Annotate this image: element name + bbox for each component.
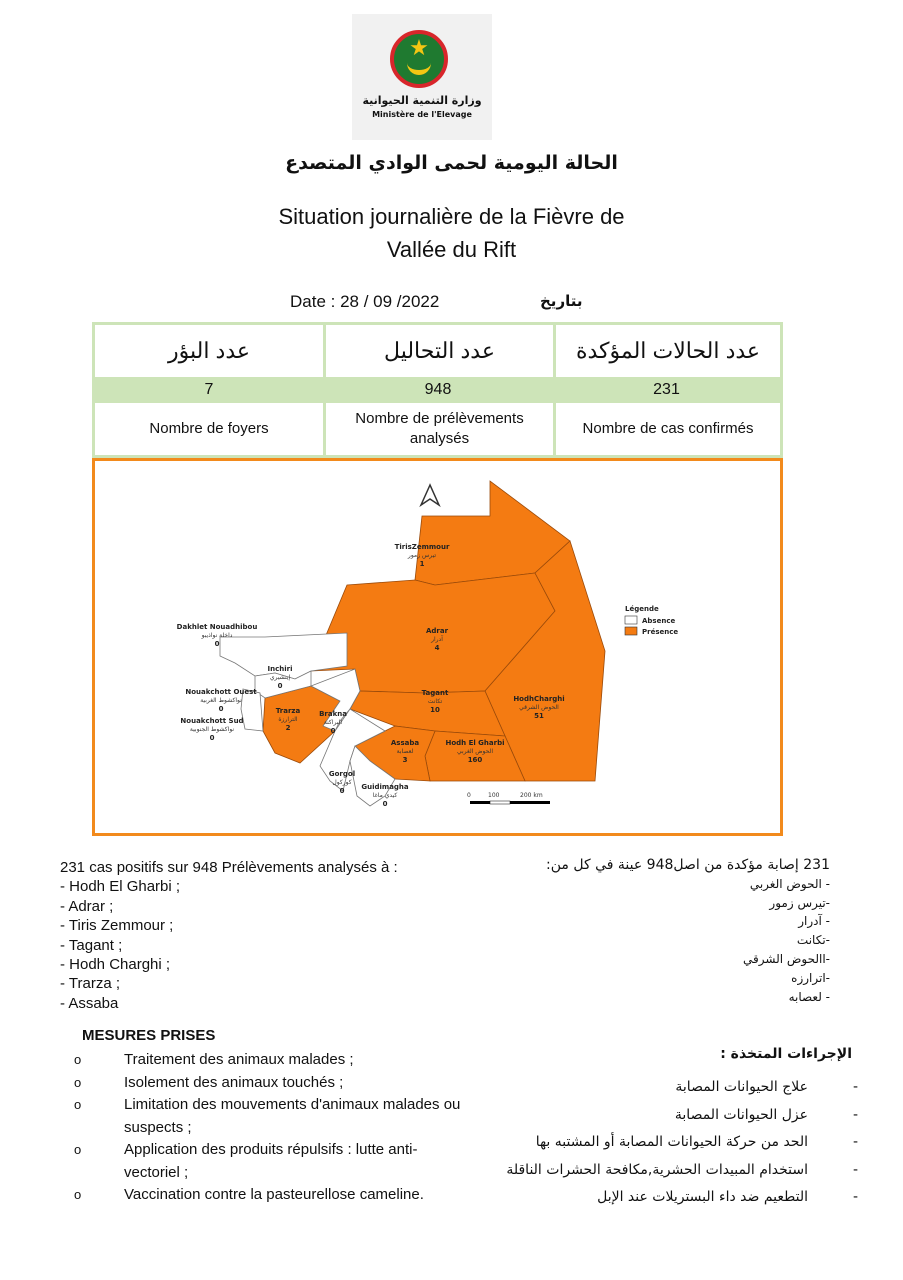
cases-fr-item: - Hodh Charghi ; bbox=[60, 956, 171, 974]
region-count-nouakchottouest: 0 bbox=[218, 705, 224, 713]
region-count-tagant: 10 bbox=[430, 706, 440, 714]
measure-ar-item bbox=[470, 1102, 860, 1130]
measure-ar-item bbox=[470, 1184, 860, 1212]
measure-fr-item bbox=[72, 1139, 472, 1184]
legend-presence-label: Présence bbox=[642, 628, 679, 636]
cases-fr-item: - Trarza ; bbox=[60, 975, 121, 993]
stat-header-prelevements-ar: عدد التحاليل bbox=[323, 325, 553, 377]
region-label-ar-hodhcharghi: الحوض الشرقي bbox=[519, 704, 559, 711]
cases-ar-item: -تيرس زمور bbox=[769, 895, 830, 910]
region-count-inchiri: 0 bbox=[277, 682, 283, 690]
scale-tick-200: 200 km bbox=[520, 792, 543, 799]
dash-icon: - bbox=[852, 1189, 858, 1205]
dash-icon: - bbox=[852, 1134, 858, 1150]
bullet-icon: o bbox=[74, 1052, 82, 1067]
measure-ar-text: الحد من حركة الحيوانات المصابة أو المشتبه بها bbox=[535, 1134, 808, 1150]
cases-ar-item: -اترارزه bbox=[791, 970, 830, 985]
measures-fr-title: MESURES PRISES bbox=[82, 1027, 216, 1044]
region-label-ar-assaba: لعصابة bbox=[396, 748, 414, 755]
north-arrow-icon bbox=[421, 485, 439, 505]
cases-ar-block bbox=[520, 856, 830, 1006]
cases-fr-block bbox=[60, 858, 480, 1013]
measure-ar-text: التطعيم ضد داء البستريلات عند الإبل bbox=[597, 1189, 808, 1205]
scale-tick-100: 100 bbox=[488, 792, 500, 799]
stat-label-prelevements-fr: Nombre de prélèvements analysés bbox=[323, 403, 553, 455]
region-label-ar-gorgol: كوركول bbox=[332, 779, 352, 786]
report-date-label-ar: بتاريخ bbox=[540, 292, 583, 310]
region-label-ar-dakhletnouadhibou: داخلة نواذيبو bbox=[201, 632, 233, 639]
measure-fr-item bbox=[72, 1184, 472, 1207]
cases-fr-item: - Tagant ; bbox=[60, 936, 123, 954]
measure-ar-item bbox=[470, 1074, 860, 1102]
region-label-trarza: Trarza bbox=[275, 707, 301, 715]
measure-fr-item bbox=[72, 1072, 472, 1095]
region-label-assaba: Assaba bbox=[390, 739, 420, 747]
region-label-inchiri: Inchiri bbox=[267, 665, 293, 673]
region-label-adrar: Adrar bbox=[425, 627, 449, 635]
dash-icon: - bbox=[852, 1079, 858, 1095]
stats-table bbox=[92, 322, 783, 458]
region-label-gorgol: Gorgol bbox=[328, 770, 356, 778]
region-label-dakhletnouadhibou: Dakhlet Nouadhibou bbox=[176, 623, 258, 631]
measure-fr-text: Limitation des mouvements d'animaux malades ou suspects ; bbox=[124, 1096, 461, 1136]
cases-fr-item: - Tiris Zemmour ; bbox=[60, 917, 174, 935]
mauritania-map bbox=[95, 461, 780, 833]
region-label-tiriszemmour: TirisZemmour bbox=[394, 543, 450, 551]
region-count-brakna: 0 bbox=[330, 727, 336, 735]
cases-ar-item: -تكانت bbox=[796, 933, 830, 948]
region-label-ar-adrar: آدرار bbox=[431, 636, 443, 643]
region-label-ar-trarza: الترارزة bbox=[278, 716, 298, 723]
page-title-ar: الحالة اليومية لحمى الوادي المتصدع bbox=[285, 152, 618, 174]
ministry-emblem-icon: ★ bbox=[390, 30, 448, 88]
measure-ar-text: استخدام المبيدات الحشرية,مكافحة الحشرات الناقلة bbox=[506, 1161, 808, 1178]
stat-value-prelevements: 948 bbox=[323, 377, 553, 403]
measure-fr-item bbox=[72, 1094, 472, 1139]
cases-fr-item: - Adrar ; bbox=[60, 897, 114, 915]
cases-ar-item: - الحوض الغربي bbox=[749, 876, 830, 891]
measure-fr-text: Application des produits répulsifs : lutte anti-vectoriel ; bbox=[124, 1141, 418, 1181]
bullet-icon: o bbox=[74, 1142, 82, 1157]
measure-ar-text: علاج الحيوانات المصابة bbox=[675, 1079, 808, 1095]
measure-ar-item bbox=[470, 1129, 860, 1157]
region-count-trarza: 2 bbox=[285, 724, 291, 732]
region-label-hodhelgharbi: Hodh El Gharbi bbox=[445, 739, 505, 747]
region-count-hodhcharghi: 51 bbox=[534, 712, 544, 720]
cases-fr-lead: 231 cas positifs sur 948 Prélèvements analysés à : bbox=[60, 859, 398, 876]
region-label-nouakchottouest: Nouakchott Ouest bbox=[185, 688, 257, 696]
stat-header-cas-ar: عدد الحالات المؤكدة bbox=[553, 325, 780, 377]
region-label-hodhcharghi: HodhCharghi bbox=[513, 695, 565, 703]
bullet-icon: o bbox=[74, 1097, 82, 1112]
cases-ar-lead: 231 إصابة مؤكدة من اصل948 عينة في كل من: bbox=[546, 857, 830, 873]
region-count-gorgol: 0 bbox=[339, 787, 345, 795]
region-label-ar-inchiri: إينشيري bbox=[269, 674, 291, 681]
legend-title: Légende bbox=[625, 605, 659, 613]
cases-fr-item: - Assaba bbox=[60, 994, 119, 1012]
region-label-ar-nouakchottouest: نواكشوط الغربية bbox=[200, 697, 242, 704]
measures-fr-list bbox=[72, 1049, 472, 1207]
dash-icon: - bbox=[852, 1161, 858, 1178]
region-count-tiriszemmour: 1 bbox=[419, 560, 425, 568]
region-count-adrar: 4 bbox=[434, 644, 440, 652]
stat-label-foyers-fr: Nombre de foyers bbox=[149, 420, 269, 437]
region-count-dakhletnouadhibou: 0 bbox=[214, 640, 220, 648]
region-label-ar-hodhelgharbi: الحوض الغربي bbox=[457, 748, 493, 755]
region-label-ar-nouakchottsud: نواكشوط الجنوبية bbox=[189, 726, 235, 733]
cases-ar-item: -االحوض الشرقي bbox=[743, 951, 830, 966]
measure-fr-text: Traitement des animaux malades ; bbox=[124, 1051, 354, 1068]
stat-header-foyers-ar: عدد البؤر bbox=[167, 338, 251, 363]
map-frame bbox=[92, 458, 783, 836]
measures-ar-list bbox=[470, 1074, 860, 1212]
region-label-ar-guidimagha: كيدي ماغا bbox=[372, 792, 398, 799]
cases-ar-item: - لعصابه bbox=[788, 989, 830, 1004]
map-legend bbox=[625, 605, 678, 636]
region-count-nouakchottsud: 0 bbox=[209, 734, 215, 742]
region-label-brakna: Brakna bbox=[319, 710, 347, 718]
page-title-fr bbox=[0, 200, 903, 266]
region-label-guidimagha: Guidimagha bbox=[361, 783, 409, 791]
dash-icon: - bbox=[852, 1106, 858, 1123]
cases-ar-item: - آدرار bbox=[798, 914, 830, 929]
bullet-icon: o bbox=[74, 1074, 82, 1090]
logo-text-ar: وزارة التنمية الحيوانية bbox=[362, 94, 482, 107]
region-label-nouakchottsud: Nouakchott Sud bbox=[180, 717, 244, 725]
cases-fr-item: - Hodh El Gharbi ; bbox=[60, 878, 181, 896]
stat-value-cas: 231 bbox=[553, 377, 780, 403]
report-date: Date : 28 / 09 /2022 bbox=[290, 292, 440, 311]
region-label-ar-tagant: تكانت bbox=[427, 698, 443, 705]
ministry-logo bbox=[352, 14, 492, 140]
measure-ar-item bbox=[470, 1157, 860, 1185]
measure-fr-text: Vaccination contre la pasteurellose cameline. bbox=[124, 1186, 424, 1203]
measure-fr-text: Isolement des animaux touchés ; bbox=[124, 1073, 344, 1091]
region-label-ar-tiriszemmour: تيرس زمور bbox=[407, 552, 437, 559]
page-title-fr-line2: Vallée du Rift bbox=[386, 237, 517, 262]
region-count-guidimagha: 0 bbox=[382, 800, 388, 808]
logo-text-fr: Ministère de l'Elevage bbox=[372, 110, 472, 119]
scale-bar bbox=[467, 792, 550, 804]
measures-ar-title: الإجراءات المتخذة : bbox=[720, 1046, 852, 1062]
legend-presence-swatch bbox=[625, 627, 637, 635]
region-label-tagant: Tagant bbox=[421, 689, 449, 697]
region-count-assaba: 3 bbox=[402, 756, 408, 764]
measure-ar-text: عزل الحيوانات المصابة bbox=[674, 1106, 808, 1123]
page-title-fr-line1: Situation journalière de la Fièvre de bbox=[278, 204, 625, 229]
scale-tick-0: 0 bbox=[467, 792, 471, 799]
region-label-ar-brakna: البراكنة bbox=[323, 719, 343, 726]
stat-value-foyers: 7 bbox=[95, 377, 323, 403]
bullet-icon: o bbox=[74, 1187, 82, 1202]
region-count-hodhelgharbi: 160 bbox=[467, 756, 483, 764]
measure-fr-item bbox=[72, 1049, 472, 1072]
legend-absence-swatch bbox=[625, 616, 637, 624]
stat-label-cas-fr: Nombre de cas confirmés bbox=[553, 403, 780, 455]
legend-absence-label: Absence bbox=[642, 617, 676, 625]
